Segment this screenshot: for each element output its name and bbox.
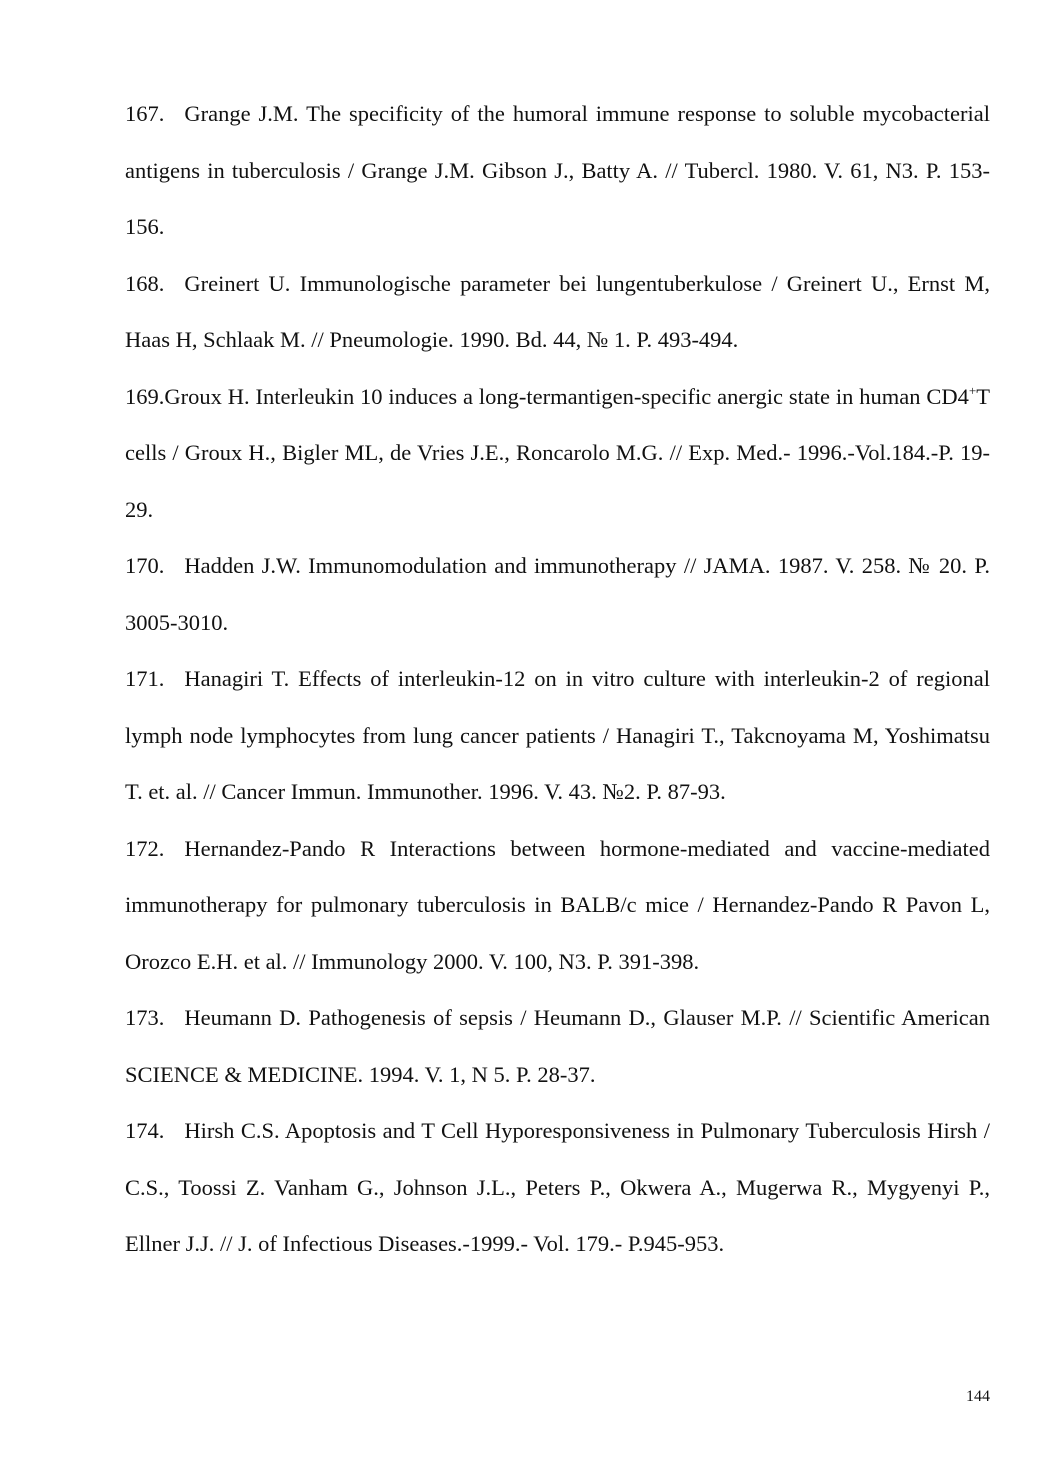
reference-text: Hernandez-Pando R Interactions between hormone-mediated and vaccine-mediated immunotherapy for pulmonary tuberculosis in BALB/c mice / Hernandez-Pando R Pavon L, Orozco E.H. et al. // Immunology 2000. V. 100, N3. P. 391-398. (125, 835, 990, 974)
reference-item (125, 1103, 990, 1273)
reference-number: 168. (125, 270, 165, 296)
reference-text: Greinert U. Immunologische parameter bei lungentuberkulose / Greinert U., Ernst M, Haas H, Schlaak M. // Pneumologie. 1990. Bd. 44, № 1. P. 493-494. (125, 270, 990, 352)
reference-number: 172. (125, 835, 165, 861)
reference-text: Hadden J.W. Immunomodulation and immunotherapy // JAMA. 1987. V. 258. № 20. P. 3005-3010. (125, 553, 990, 635)
reference-item (125, 990, 990, 1103)
reference-text-continued: T cells / Groux H., Bigler ML, de Vries J.E., Roncarolo M.G. // Exp. Med.- 1996.-Vol.184.-P. 19-29. (125, 383, 990, 522)
reference-number: 174. (125, 1118, 165, 1143)
reference-item (125, 538, 990, 651)
reference-item (125, 369, 990, 539)
reference-item (125, 651, 990, 821)
reference-text: Heumann D. Pathogenesis of sepsis / Heumann D., Glauser M.P. // Scientific American SCIENCE & MEDICINE. 1994. V. 1, N 5. P. 28-37. (125, 1005, 990, 1087)
reference-item (125, 86, 990, 256)
reference-list (125, 86, 990, 1273)
superscript-plus: + (968, 382, 977, 398)
reference-number: 170. (125, 553, 165, 578)
reference-number: 173. (125, 1005, 165, 1030)
reference-number: 169. (125, 383, 165, 409)
reference-item (125, 821, 990, 991)
reference-text: Hanagiri T. Effects of interleukin-12 on in vitro culture with interleukin-2 of regional lymph node lymphocytes from lung cancer patients / Hanagiri T., Takcnoyama M, Yoshimatsu T. et. al. // Cancer Immun. Immunother. 1996. V. 43. №2. P. 87-93. (125, 666, 990, 804)
reference-text: Groux H. Interleukin 10 induces a long-termantigen-specific anergic state in human CD4 (164, 383, 969, 409)
reference-text: Grange J.M. The specificity of the humoral immune response to soluble mycobacterial antigens in tuberculosis / Grange J.M. Gibson J., Batty A. // Tubercl. 1980. V. 61, N3. P. 153-156. (125, 101, 990, 239)
reference-item (125, 256, 990, 369)
page-number: 144 (966, 1388, 990, 1405)
reference-number: 167. (125, 101, 165, 126)
reference-text: Hirsh C.S. Apoptosis and T Cell Hyporesponsiveness in Pulmonary Tuberculosis Hirsh / C.S., Toossi Z. Vanham G., Johnson J.L., Peters P., Okwera A., Mugerwa R., Mygyenyi P., Ellner J.J. // J. of Infectious Diseases.-1999.- Vol. 179.- P.945-953. (125, 1118, 990, 1256)
reference-number: 171. (125, 666, 165, 691)
